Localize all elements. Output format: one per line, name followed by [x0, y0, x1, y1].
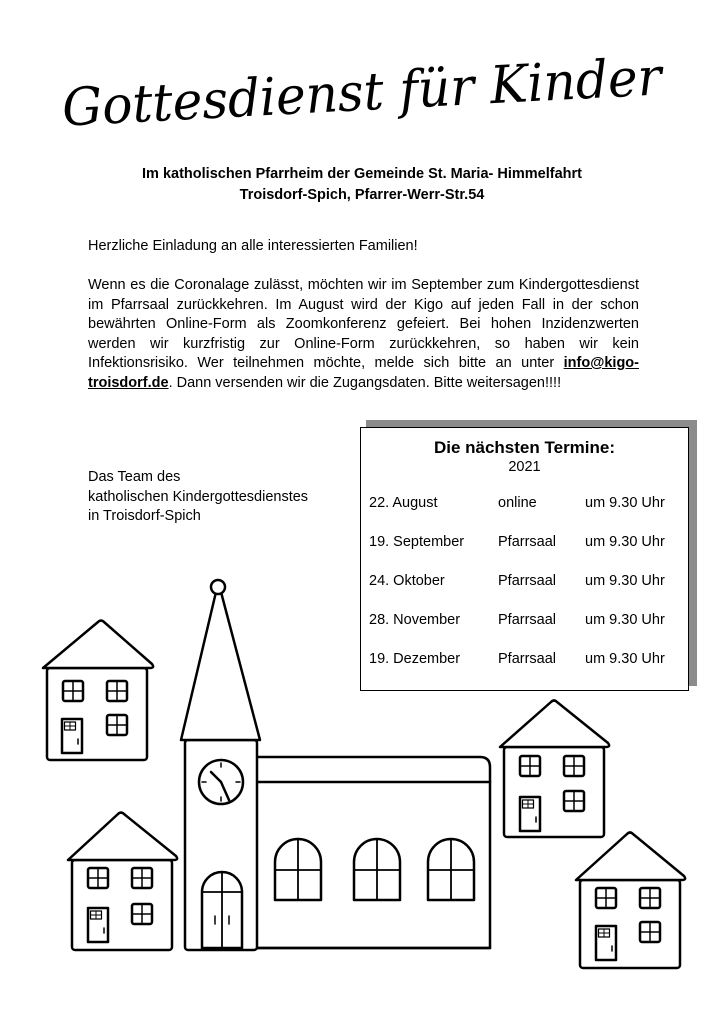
church-icon: [255, 757, 490, 948]
house-icon: [68, 813, 177, 951]
house-icon: [576, 833, 685, 969]
church-tower-icon: [181, 580, 260, 950]
schedule-time: um 9.30 Uhr: [585, 612, 665, 628]
greeting: Herzliche Einladung an alle interessierten Familien!: [88, 238, 418, 254]
clock-icon: [199, 760, 243, 804]
schedule-time: um 9.30 Uhr: [585, 495, 665, 511]
page-title: [0, 42, 724, 142]
schedule-place: Pfarrsaal: [498, 534, 557, 550]
church-door-icon: [202, 872, 242, 948]
schedule-year: 2021: [508, 459, 541, 475]
schedule-date: 22. August: [369, 495, 438, 511]
schedule-time: um 9.30 Uhr: [585, 651, 665, 667]
schedule-title: Die nächsten Termine:: [433, 438, 616, 457]
schedule-date: 28. November: [369, 612, 461, 628]
team-line-2: katholischen Kindergottesdienstes: [88, 488, 309, 505]
schedule-date: 19. Dezember: [369, 651, 461, 667]
paragraph-text: Wenn es die Coronalage zulässt, möchten wir im September zum Kindergottesdienst im Pfarrsaal zurückkehren. Im August wird der Kigo auf jeden Fall in der schon bewährten Online-Form als Zoomkonferenz gefeiert. Bei hohen Inzidenzwerten werden wir kurzfristig zur Online-Form zurückkehren, so haben wir kein Infektionsrisiko. Wer teilnehmen möchte, melde sich bitte an unter: [88, 277, 639, 371]
schedule-row: [361, 534, 688, 554]
church-village-illustration: [0, 570, 724, 990]
team-signature: [88, 468, 348, 527]
arched-window-icon: [275, 839, 321, 900]
schedule-time: um 9.30 Uhr: [585, 573, 665, 589]
schedule-date: 19. September: [369, 534, 465, 550]
schedule-time: um 9.30 Uhr: [585, 534, 665, 550]
house-icon: [43, 621, 153, 761]
location-line-2: Troisdorf-Spich, Pfarrer-Werr-Str.54: [239, 187, 485, 203]
schedule-date: 24. Oktober: [369, 573, 445, 589]
schedule-place: Pfarrsaal: [498, 651, 557, 667]
paragraph-text-end: . Dann versenden wir die Zugangsdaten. Bitte weitersagen!!!!: [168, 374, 562, 391]
email-link[interactable]: info@kigo-troisdorf.de: [88, 355, 639, 391]
arched-window-icon: [354, 839, 400, 900]
house-icon: [500, 701, 609, 838]
schedule-place: online: [498, 495, 537, 511]
schedule-place: Pfarrsaal: [498, 573, 557, 589]
schedule-place: Pfarrsaal: [498, 612, 557, 628]
arched-window-icon: [428, 839, 474, 900]
team-line-1: Das Team des: [88, 469, 181, 485]
location-line-1: Im katholischen Pfarrheim der Gemeinde St. Maria- Himmelfahrt: [142, 166, 582, 182]
team-line-3: in Troisdorf-Spich: [88, 508, 201, 524]
title-text: Gottesdienst für Kinder: [60, 46, 686, 139]
invitation-paragraph: [88, 276, 639, 393]
schedule-row: [361, 495, 688, 515]
